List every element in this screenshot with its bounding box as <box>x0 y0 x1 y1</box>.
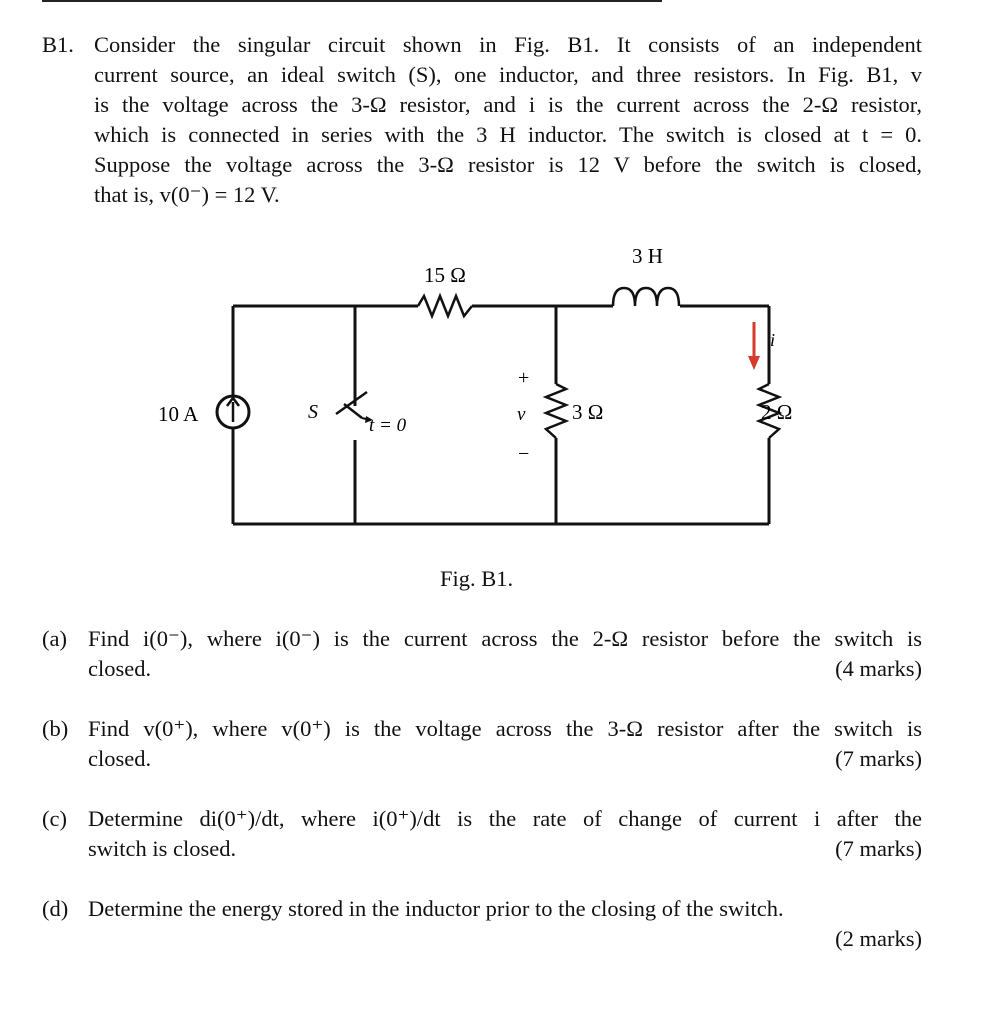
question-a-line-1: Find i(0⁻), where i(0⁻) is the current across the 2-Ω resistor before the switch is <box>88 626 922 651</box>
problem-line-6: that is, v(0⁻) = 12 V. <box>94 182 280 207</box>
question-d-label: (d) <box>42 896 69 921</box>
resistor-3-ohm <box>546 384 566 438</box>
label-3-ohm: 3 Ω <box>572 400 604 424</box>
problem-line-3: is the voltage across the 3-Ω resistor, and i is the current across the 2-Ω resistor, <box>94 92 922 117</box>
label-minus: − <box>518 443 530 465</box>
label-10a: 10 A <box>158 402 199 426</box>
label-switch-s: S <box>308 401 318 423</box>
label-switch-time: t = 0 <box>369 415 407 436</box>
question-b-line-1: Find v(0⁺), where v(0⁺) is the voltage across the 3-Ω resistor after the switch is <box>88 716 922 741</box>
label-v: v <box>517 404 526 425</box>
label-i: i <box>770 330 776 350</box>
current-arrow-i <box>748 322 760 370</box>
question-d-line-1: Determine the energy stored in the inductor prior to the closing of the switch. <box>88 896 784 921</box>
question-b-line-2: closed. <box>88 746 152 771</box>
inductor-3h <box>613 288 679 306</box>
question-b <box>42 714 922 774</box>
current-source <box>217 396 249 428</box>
question-b-marks: (7 marks) <box>835 746 922 771</box>
question-a-label: (a) <box>42 626 67 651</box>
question-a-line-2: closed. <box>88 656 152 681</box>
question-c-line-2: switch is closed. <box>88 836 237 861</box>
label-3h: 3 H <box>632 244 663 268</box>
problem-line-1: Consider the singular circuit shown in Fig. B1. It consists of an independent <box>94 32 922 57</box>
problem-label: B1. <box>42 32 74 57</box>
question-c <box>42 804 922 864</box>
problem-line-4: which is connected in series with the 3 H inductor. The switch is closed at t = 0. <box>94 122 922 147</box>
label-plus: + <box>518 367 530 389</box>
label-15-ohm: 15 Ω <box>424 263 466 287</box>
question-a <box>42 624 922 684</box>
question-d-marks: (2 marks) <box>835 926 922 951</box>
question-c-line-1: Determine di(0⁺)/dt, where i(0⁺)/dt is the rate of change of current i after the <box>88 806 922 831</box>
question-a-marks: (4 marks) <box>835 656 922 681</box>
question-d <box>42 894 922 954</box>
figure-caption: Fig. B1. <box>440 566 514 591</box>
problem-line-5: Suppose the voltage across the 3-Ω resistor is 12 V before the switch is closed, <box>94 152 922 177</box>
question-c-marks: (7 marks) <box>835 836 922 861</box>
resistor-15-ohm <box>418 296 472 316</box>
question-b-label: (b) <box>42 716 69 741</box>
question-c-label: (c) <box>42 806 67 831</box>
problem-line-2: current source, an ideal switch (S), one inductor, and three resistors. In Fig. B1, v <box>94 62 922 87</box>
label-2-ohm: 2 Ω <box>761 400 793 424</box>
